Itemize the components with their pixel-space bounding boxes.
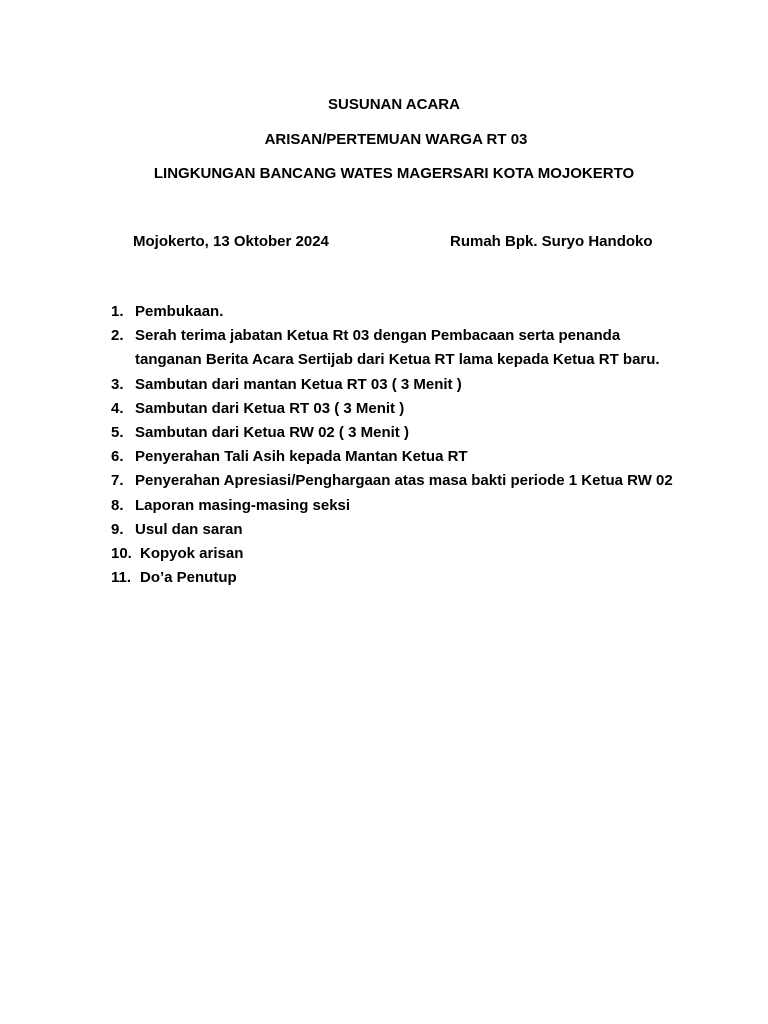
agenda-text-line-1: Serah terima jabatan Ketua Rt 03 dengan Pembacaan serta penanda bbox=[135, 327, 621, 345]
agenda-text: Sambutan dari mantan Ketua RT 03 ( 3 Menit ) bbox=[135, 375, 462, 393]
agenda-item bbox=[111, 445, 731, 469]
agenda-item bbox=[111, 300, 731, 324]
agenda-text: Penyerahan Tali Asih kepada Mantan Ketua RT bbox=[135, 448, 468, 466]
agenda-text: Penyerahan Apresiasi/Penghargaan atas masa bakti periode 1 Ketua RW 02 bbox=[135, 472, 673, 490]
agenda-number: 2. bbox=[111, 327, 124, 345]
agenda-number: 5. bbox=[111, 424, 124, 442]
agenda-item bbox=[111, 566, 731, 590]
agenda-text: Do’a Penutup bbox=[140, 569, 237, 587]
agenda-text: Usul dan saran bbox=[135, 520, 243, 538]
agenda-text: Sambutan dari Ketua RT 03 ( 3 Menit ) bbox=[135, 399, 405, 417]
agenda-item bbox=[111, 421, 731, 445]
agenda-number: 3. bbox=[111, 375, 124, 393]
agenda-text-line-2: tanganan Berita Acara Sertijab dari Ketua RT lama kepada Ketua RT baru. bbox=[135, 351, 660, 369]
agenda-item bbox=[111, 397, 731, 421]
document-title: SUSUNAN ACARA bbox=[328, 96, 460, 113]
agenda-number: 4. bbox=[111, 399, 124, 417]
agenda-text: Sambutan dari Ketua RW 02 ( 3 Menit ) bbox=[135, 424, 409, 442]
agenda-text: Kopyok arisan bbox=[140, 545, 244, 563]
agenda-number: 8. bbox=[111, 496, 124, 514]
agenda-item bbox=[111, 518, 731, 542]
agenda-item bbox=[111, 494, 731, 518]
agenda-number: 1. bbox=[111, 303, 124, 320]
agenda-number: 11. bbox=[111, 569, 132, 587]
agenda-number: 7. bbox=[111, 472, 124, 490]
document-location: LINGKUNGAN BANCANG WATES MAGERSARI KOTA MOJOKERTO bbox=[153, 165, 635, 182]
agenda-list bbox=[111, 300, 731, 590]
agenda-text: Pembukaan. bbox=[135, 303, 224, 320]
document-subtitle: ARISAN/PERTEMUAN WARGA RT 03 bbox=[264, 131, 528, 148]
venue: Rumah Bpk. Suryo Handoko bbox=[450, 233, 653, 250]
agenda-number: 9. bbox=[111, 520, 124, 538]
place-date: Mojokerto, 13 Oktober 2024 bbox=[133, 233, 329, 250]
agenda-item bbox=[111, 542, 731, 566]
agenda-item bbox=[111, 324, 731, 372]
agenda-item bbox=[111, 373, 731, 397]
agenda-item bbox=[111, 469, 731, 493]
agenda-number: 6. bbox=[111, 448, 124, 466]
agenda-text: Laporan masing-masing seksi bbox=[135, 496, 351, 514]
agenda-number: 10. bbox=[111, 545, 132, 563]
